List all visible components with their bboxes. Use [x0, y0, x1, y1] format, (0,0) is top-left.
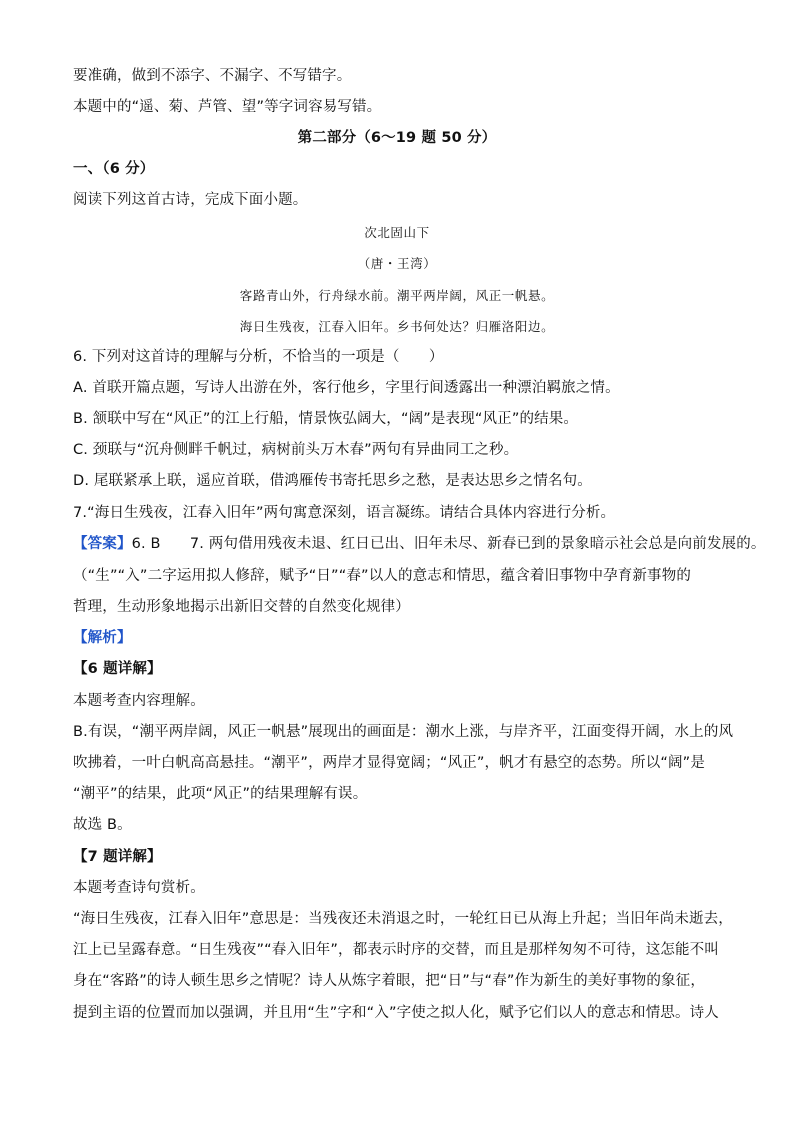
- text-line: 本题考查诗句赏析。: [73, 880, 205, 896]
- poem-line: 海日生残夜，江春入旧年。乡书何处达？归雁洛阳边。: [239, 319, 555, 334]
- answer-continuation: 哲理，生动形象地揭示出新旧交替的自然变化规律）: [73, 599, 410, 615]
- text-line: 吹拂着，一叶白帆高高悬挂。“潮平”，两岸才显得宽阔；“风正”，帆才有悬空的态势。所以“阔”是: [73, 755, 705, 771]
- text-line: 江上已呈露春意。“日生残夜”“春入旧年”，都表示时序的交替，而且是那样匆匆不可待，这怎能不叫: [73, 942, 719, 958]
- text-line: 提到主语的位置而加以强调，并且用“生”字和“入”字使之拟人化，赋予它们以人的意志和情思。诗人: [73, 1005, 719, 1021]
- text-line: 本题中的“遥、菊、芦管、望”等字词容易写错。: [73, 99, 382, 115]
- question-6: 6. 下列对这首诗的理解与分析，不恰当的一项是（ ）: [73, 349, 444, 365]
- detail-heading-7: 【7 题详解】: [73, 849, 162, 865]
- option-a: A. 首联开篇点题，写诗人出游在外，客行他乡，字里行间透露出一种漂泊羁旅之情。: [73, 380, 620, 396]
- question-7: 7.“海日生残夜，江春入旧年”两句寓意深刻，语言凝练。请结合具体内容进行分析。: [73, 505, 616, 521]
- instruction-text: 阅读下列这首古诗，完成下面小题。: [73, 192, 308, 208]
- text-line: 本题考查内容理解。: [73, 693, 205, 709]
- answer-continuation: （“生”“入”二字运用拟人修辞，赋予“日”“春”以人的意志和情思，蕴含着旧事物中孕育新事物的: [73, 568, 691, 584]
- text-line: 故选 B。: [73, 817, 132, 833]
- analysis-label: 【解析】: [73, 630, 132, 646]
- answer-label: 【答案】: [73, 536, 132, 552]
- detail-heading-6: 【6 题详解】: [73, 661, 162, 677]
- text-line: “潮平”的结果，此项“风正”的结果理解有误。: [73, 786, 368, 802]
- text-line: “海日生残夜，江春入旧年”意思是：当残夜还未消退之时，一轮红日已从海上升起；当旧年尚未逝去，: [73, 911, 733, 927]
- poem-author: （唐・王湾）: [357, 256, 437, 271]
- option-d: D. 尾联紧承上联，遥应首联，借鸿雁传书寄托思乡之愁，是表达思乡之情名句。: [73, 473, 592, 489]
- text-line: 要准确，做到不添字、不漏字、不写错字。: [73, 68, 352, 84]
- text-line: B.有误，“潮平两岸阔，风正一帆悬”展现出的画面是：潮水上涨，与岸齐平，江面变得开阔，水上的风: [73, 724, 734, 740]
- section-heading: 一、（6 分）: [73, 161, 155, 177]
- answer-text: 6. B 7. 两句借用残夜未退、红日已出、旧年未尽、新春已到的景象暗示社会总是向前发展的。: [131, 536, 766, 552]
- poem-title: 次北固山下: [364, 225, 430, 240]
- answer-line: [73, 534, 766, 554]
- option-c: C. 颈联与“沉舟侧畔千帆过，病树前头万木春”两句有异曲同工之秒。: [73, 442, 519, 458]
- poem-line: 客路青山外，行舟绿水前。潮平两岸阔，风正一帆悬。: [239, 288, 555, 303]
- text-line: 身在“客路”的诗人顿生思乡之情呢？诗人从炼字着眼，把“日”与“春”作为新生的美好事物的象征，: [73, 973, 705, 989]
- part-title: 第二部分（6～19 题 50 分）: [297, 130, 497, 146]
- option-b: B. 颔联中写在“风正”的江上行船，情景恢弘阔大，“阔”是表现“风正”的结果。: [73, 411, 579, 427]
